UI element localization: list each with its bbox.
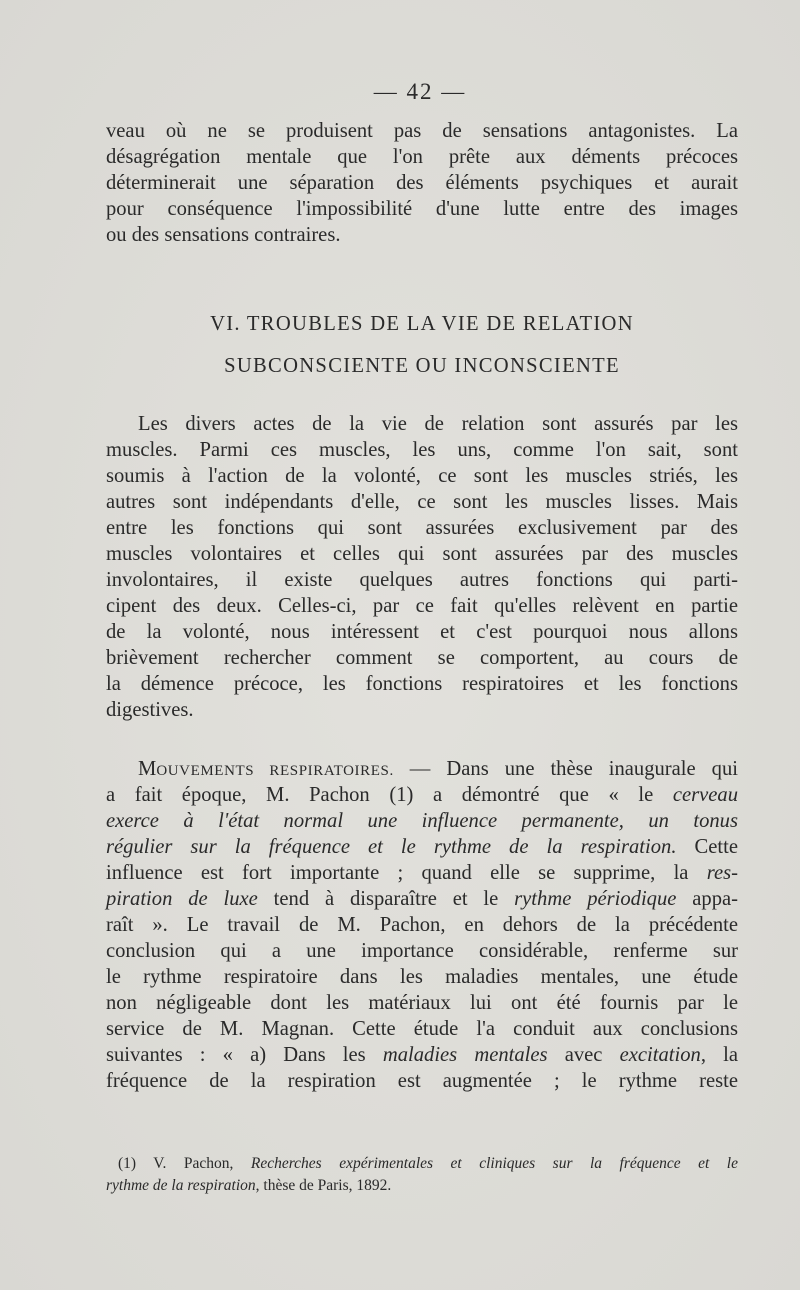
italic-run: Recherches expérimentales et cliniques sur la fréquence et le bbox=[250, 1155, 738, 1172]
text-line: désagrégation mentale que l'on prête aux déments précoces bbox=[106, 146, 738, 168]
text-line: raît ». Le travail de M. Pachon, en dehors de la précédente bbox=[106, 914, 738, 936]
footnote-line bbox=[106, 1153, 738, 1175]
text-run: Cette bbox=[676, 836, 738, 858]
text-line: muscles volontaires et celles qui sont assurées par des muscles bbox=[106, 543, 738, 565]
text-line: autres sont indépendants d'elle, ce sont les muscles lisses. Mais bbox=[106, 491, 738, 513]
text-run: (1) V. Pachon, bbox=[118, 1155, 251, 1172]
text-run: appa- bbox=[676, 888, 739, 910]
small-caps-initial: M bbox=[138, 758, 157, 780]
italic-run: res- bbox=[706, 862, 738, 884]
page-number: — 42 — bbox=[373, 79, 467, 104]
text-line bbox=[106, 808, 738, 834]
text-run: , la bbox=[700, 1044, 738, 1066]
text-line bbox=[106, 834, 738, 860]
italic-run: maladies mentales bbox=[382, 1044, 548, 1066]
text-line: service de M. Magnan. Cette étude l'a conduit aux conclusions bbox=[106, 1018, 738, 1040]
paragraph-respiratory bbox=[106, 756, 738, 1094]
italic-run: régulier sur la fréquence et le rythme de la respiration. bbox=[106, 836, 677, 858]
italic-run: rythme périodique bbox=[514, 888, 677, 910]
text-line: déterminerait une séparation des éléments psychiques et aurait bbox=[106, 172, 738, 194]
italic-run: excitation bbox=[619, 1044, 701, 1066]
text-line bbox=[106, 860, 738, 886]
section-heading bbox=[106, 311, 738, 379]
small-caps-title: OUVEMENTS RESPIRATOIRES. bbox=[156, 763, 394, 779]
text-run: tend à disparaître et le bbox=[257, 888, 515, 910]
text-run: — Dans une thèse inaugurale qui bbox=[393, 758, 738, 780]
italic-run: exerce à l'état normal une influence permanente, un tonus bbox=[106, 810, 738, 832]
text-line: conclusion qui a une importance considérable, renferme sur bbox=[106, 940, 738, 962]
heading-line: SUBCONSCIENTE OU INCONSCIENTE bbox=[224, 355, 620, 377]
text-run: influence est fort importante ; quand elle se supprime, la bbox=[106, 862, 707, 884]
paragraph-intro bbox=[106, 118, 738, 248]
heading-line: VI. TROUBLES DE LA VIE DE RELATION bbox=[210, 313, 634, 335]
italic-run: rythme de la respiration bbox=[106, 1177, 256, 1194]
text-line: digestives. bbox=[106, 699, 194, 721]
text-line bbox=[106, 886, 738, 912]
paragraph-relation bbox=[106, 411, 738, 723]
text-line: le rythme respiratoire dans les maladies mentales, une étude bbox=[106, 966, 738, 988]
italic-run: piration de luxe bbox=[106, 888, 258, 910]
text-run: , thèse de Paris, 1892. bbox=[255, 1177, 392, 1194]
text-line: soumis à l'action de la volonté, ce sont les muscles striés, les bbox=[106, 465, 738, 487]
text-line bbox=[106, 782, 738, 808]
text-line: ou des sensations contraires. bbox=[106, 224, 341, 246]
text-line bbox=[106, 756, 738, 782]
text-line: involontaires, il existe quelques autres fonctions qui parti- bbox=[106, 569, 738, 591]
text-line: non négligeable dont les matériaux lui ont été fournis par le bbox=[106, 992, 738, 1014]
text-line: entre les fonctions qui sont assurées exclusivement par des bbox=[106, 517, 738, 539]
text-line: cipent des deux. Celles-ci, par ce fait qu'elles relèvent en partie bbox=[106, 595, 738, 617]
text-line: pour conséquence l'impossibilité d'une lutte entre des images bbox=[106, 198, 738, 220]
text-line: Les divers actes de la vie de relation sont assurés par les bbox=[138, 413, 738, 435]
text-line bbox=[106, 1042, 738, 1068]
text-line: veau où ne se produisent pas de sensations antagonistes. La bbox=[106, 120, 738, 142]
text-line: la démence précoce, les fonctions respiratoires et les fonctions bbox=[106, 673, 738, 695]
text-line: de la volonté, nous intéressent et c'est pourquoi nous allons bbox=[106, 621, 738, 643]
italic-run: cerveau bbox=[672, 784, 738, 806]
text-run: avec bbox=[547, 1044, 620, 1066]
text-line: muscles. Parmi ces muscles, les uns, comme l'on sait, sont bbox=[106, 439, 738, 461]
footnote bbox=[106, 1153, 738, 1197]
text-line: fréquence de la respiration est augmentée ; le rythme reste bbox=[106, 1070, 738, 1092]
footnote-line bbox=[106, 1175, 738, 1197]
text-run: a fait époque, M. Pachon (1) a démontré que « le bbox=[106, 784, 673, 806]
text-line: brièvement rechercher comment se comportent, au cours de bbox=[106, 647, 738, 669]
text-run: suivantes : « a) Dans les bbox=[106, 1044, 383, 1066]
